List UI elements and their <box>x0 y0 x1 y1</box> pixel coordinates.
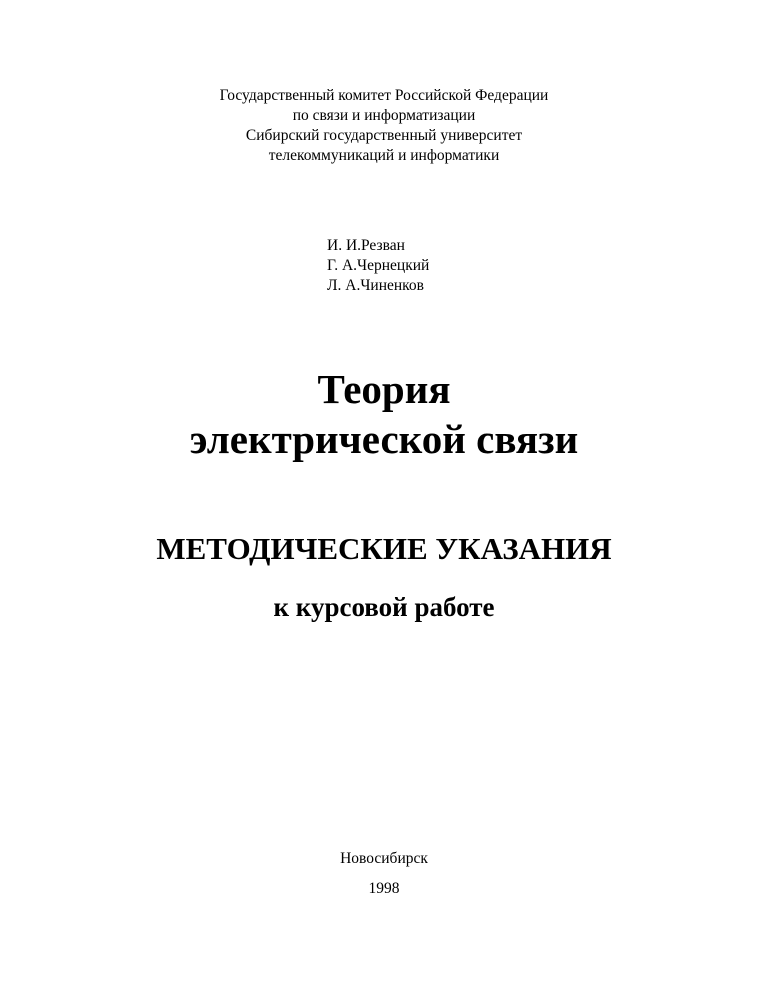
author-name: Г. А.Чернецкий <box>327 257 430 274</box>
author-name: Л. А.Чиненков <box>327 277 424 294</box>
document-title <box>0 364 768 464</box>
document-subtitle: МЕТОДИЧЕСКИЕ УКАЗАНИЯ <box>156 531 612 566</box>
publication-city: Новосибирск <box>340 850 428 867</box>
document-subtitle-secondary: к курсовой работе <box>273 592 495 622</box>
organization-header <box>0 86 768 166</box>
title-line-2: электрической связи <box>189 416 579 462</box>
title-line-1: Теория <box>317 366 451 412</box>
header-line: Сибирский государственный университет <box>245 127 523 144</box>
authors-list <box>327 236 429 296</box>
author-name: И. И.Резван <box>327 237 405 254</box>
header-line: Государственный комитет Российской Федерации <box>219 87 549 104</box>
header-line: по связи и информатизации <box>292 107 476 124</box>
header-line: телекоммуникаций и информатики <box>268 147 500 164</box>
publication-year: 1998 <box>368 880 400 897</box>
